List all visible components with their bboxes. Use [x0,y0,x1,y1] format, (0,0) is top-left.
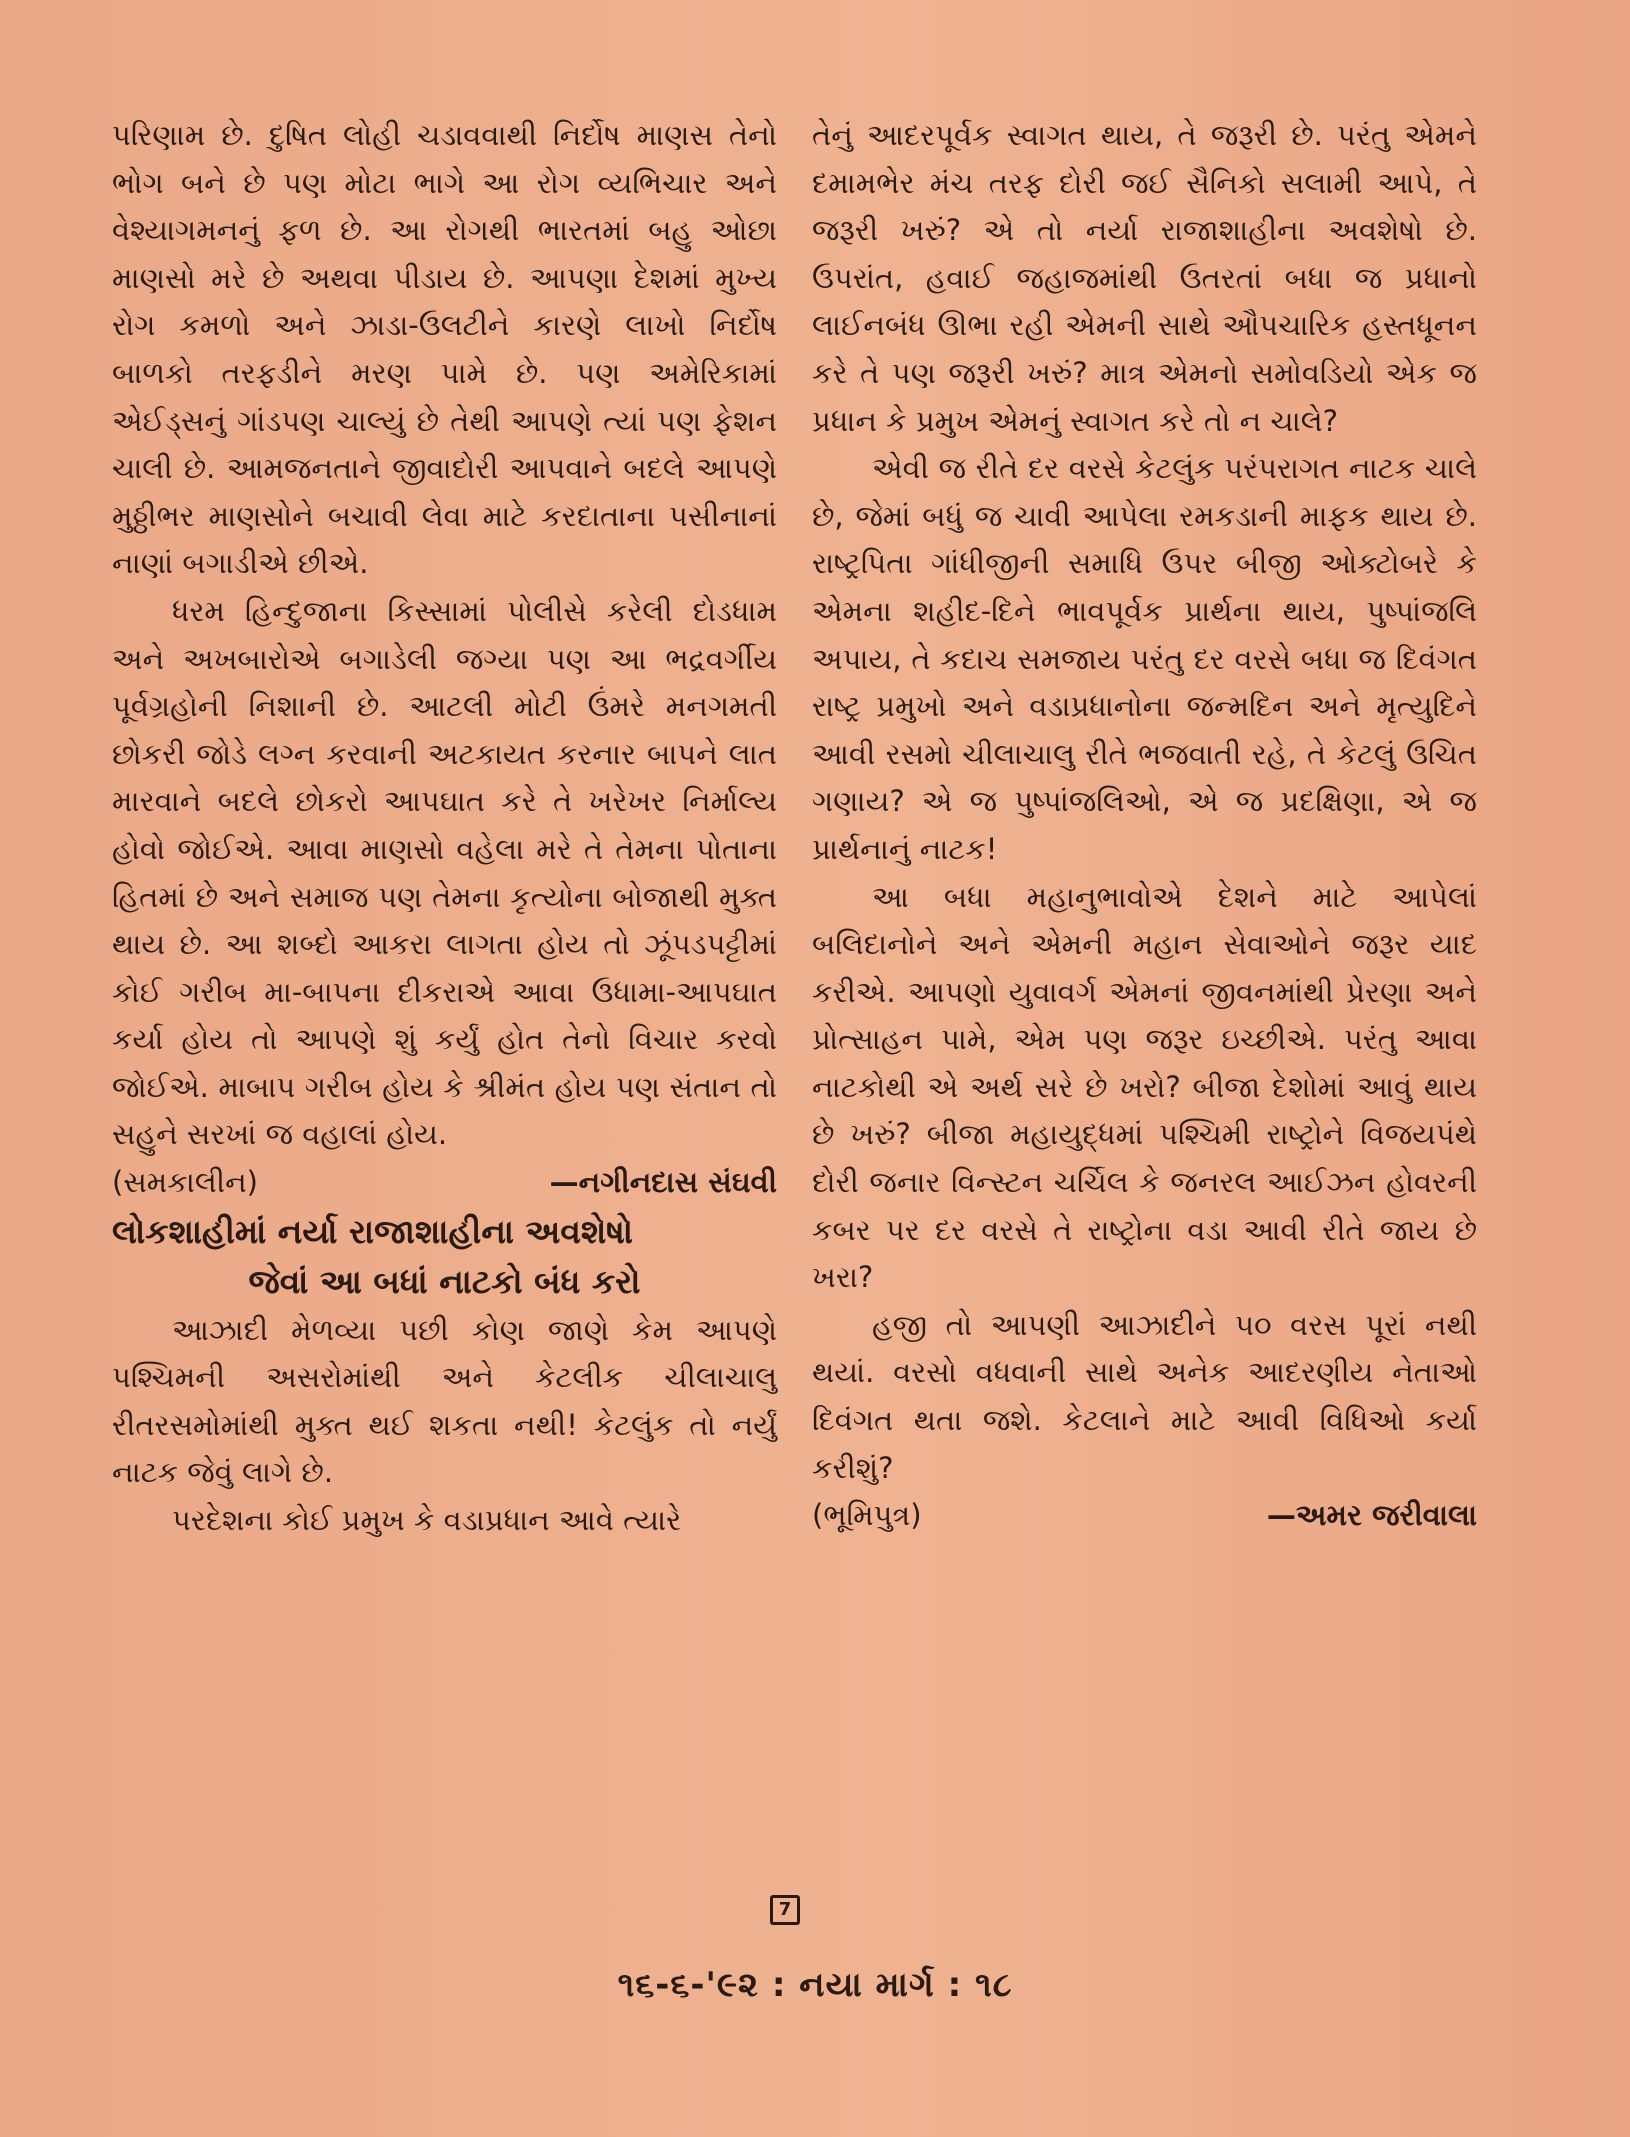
article-paragraph: આઝાદી મેળવ્યા પછી કોણ જાણે કેમ આપણે પશ્ચિમની અસરોમાંથી અને કેટલીક ચીલાચાલુ રીતરસમોમાંથી મુક્ત થઈ શકતા નથી! કેટલુંક તો નર્યું નાટક જેવું લાગે છે. [112,1312,777,1490]
article-paragraph: તેનું આદરપૂર્વક સ્વાગત થાય, તે જરૂરી છે. પરંતુ એમને દમામભેર મંચ તરફ દોરી જઈ સૈનિકો સલામી આપે, તે જરૂરી ખરું? એ તો નર્યા રાજાશાહીના અવશેષો છે. ઉપરાંત, હવાઈ જહાજમાંથી ઉતરતાં બધા જ પ્રધાનો લાઈનબંધ ઊભા રહી એમની સાથે ઔપચારિક હસ્તધૂનન કરે તે પણ જરૂરી ખરું? માત્ર એમનો સમોવડિયો એક જ પ્રધાન કે પ્રમુખ એમનું સ્વાગત કરે તો ન ચાલે? [812,118,1477,438]
article-heading: લોકશાહીમાં નર્યા રાજાશાહીના અવશેષો [112,1211,634,1251]
article-signature [112,1159,777,1207]
left-column [112,112,777,1545]
article-paragraph: હજી તો આપણી આઝાદીને ૫૦ વરસ પૂરાં નથી થયાં. વરસો વધવાની સાથે અનેક આદરણીય નેતાઓ દિવંગત થતા જશે. કેટલાને માટે આવી વિધિઓ કર્યા કરીશું? [812,1307,1477,1485]
article-paragraph: આ બધા મહાનુભાવોએ દેશને માટે આપેલાં બલિદાનોને અને એમની મહાન સેવાઓને જરૂર યાદ કરીએ. આપણો યુવાવર્ગ એમનાં જીવનમાંથી પ્રેરણા અને પ્રોત્સાહન પામે, એમ પણ જરૂર ઇચ્છીએ. પરંતુ આવા નાટકોથી એ અર્થ સરે છે ખરો? બીજા દેશોમાં આવું થાય છે ખરું? બીજા મહાયુદ્ધમાં પશ્ચિમી રાષ્ટ્રોને વિજયપંથે દોરી જનાર વિન્સ્ટન ચર્ચિલ કે જનરલ આઈઝન હોવરની કબર પર દર વરસે તે રાષ્ટ્રોના વડા આવી રીતે જાય છે ખરા? [812,879,1477,1295]
right-column [812,112,1477,1540]
article-signature [812,1492,1477,1540]
article-paragraph: ધરમ હિન્દુજાના કિસ્સામાં પોલીસે કરેલી દોડધામ અને અખબારોએ બગાડેલી જગ્યા પણ આ ભદ્રવર્ગીય પૂર્વગ્રહોની નિશાની છે. આટલી મોટી ઉંમરે મનગમતી છોકરી જોડે લગ્ન કરવાની અટકાયત કરનાર બાપને લાત મારવાને બદલે છોકરો આપઘાત કરે તે ખરેખર નિર્માલ્ય હોવો જોઈએ. આવા માણસો વહેલા મરે તે તેમના પોતાના હિતમાં છે અને સમાજ પણ તેમના કૃત્યોના બોજાથી મુક્ત થાય છે. આ શબ્દો આકરા લાગતા હોય તો ઝૂંપડપટ્ટીમાં કોઈ ગરીબ મા-બાપના દીકરાએ આવા ઉધામા-આપઘાત કર્યા હોય તો આપણે શું કર્યું હોત તેનો વિચાર કરવો જોઈએ. માબાપ ગરીબ હોય કે શ્રીમંત હોય પણ સંતાન તો સહુને સરખાં જ વહાલાં હોય. [112,593,777,1152]
article-paragraph: પરિણામ છે. દુષિત લોહી ચડાવવાથી નિર્દોષ માણસ તેનો ભોગ બને છે પણ મોટા ભાગે આ રોગ વ્યભિચાર અને વેશ્યાગમનનું ફળ છે. આ રોગથી ભારતમાં બહુ ઓછા માણસો મરે છે અથવા પીડાય છે. આપણા દેશમાં મુખ્ય રોગ કમળો અને ઝાડા-ઉલટીને કારણે લાખો નિર્દોષ બાળકો તરફડીને મરણ પામે છે. પણ અમેરિકામાં એઈડ્સનું ગાંડપણ ચાલ્યું છે તેથી આપણે ત્યાં પણ ફેશન ચાલી છે. આમજનતાને જીવાદોરી આપવાને બદલે આપણે મુઠ્ઠીભર માણસોને બચાવી લેવા માટે કરદાતાના પસીનાનાં નાણાં બગાડીએ છીએ. [112,118,777,581]
article-paragraph: પરદેશના કોઈ પ્રમુખ કે વડાપ્રધાન આવે ત્યારે [172,1503,682,1538]
source-label: (સમકાલીન) [112,1165,258,1200]
page-mark-icon: 7 [770,1895,800,1925]
page-footer: ૧૬-૬-'૯૨ : નયા માર્ગ : ૧૮ [617,1965,1013,2005]
author-name: —અમર જરીવાલા [1266,1498,1477,1533]
article-paragraph: એવી જ રીતે દર વરસે કેટલુંક પરંપરાગત નાટક ચાલે છે, જેમાં બધું જ ચાવી આપેલા રમકડાની માફક થાય છે. રાષ્ટ્રપિતા ગાંધીજીની સમાધિ ઉપર બીજી ઓક્ટોબરે કે એમના શહીદ-દિને ભાવપૂર્વક પ્રાર્થના થાય, પુષ્પાંજલિ અપાય, તે કદાચ સમજાય પરંતુ દર વરસે બધા જ દિવંગત રાષ્ટ્ર પ્રમુખો અને વડાપ્રધાનોના જન્મદિન અને મૃત્યુદિને આવી રસમો ચીલાચાલુ રીતે ભજવાતી રહે, તે કેટલું ઉચિત ગણાય? એ જ પુષ્પાંજલિઓ, એ જ પ્રદક્ષિણા, એ જ પ્રાર્થનાનું નાટક! [812,451,1477,866]
article-heading-line2: જેવાં આ બધાં નાટકો બંધ કરો [248,1261,641,1301]
author-name: —નગીનદાસ સંઘવી [549,1165,777,1200]
source-label: (ભૂમિપુત્ર) [812,1498,922,1533]
